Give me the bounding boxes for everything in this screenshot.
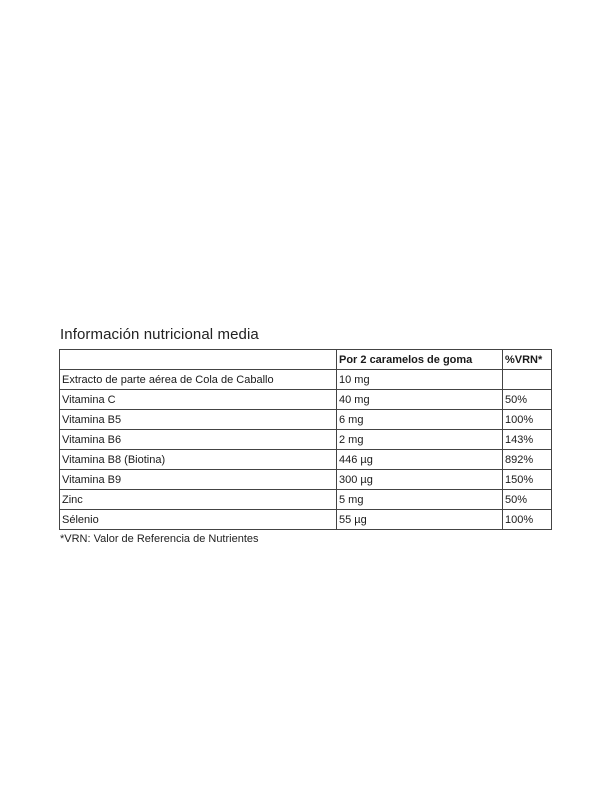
nutrition-title: Información nutricional media (60, 326, 259, 343)
nutrient-vrn (503, 370, 552, 390)
nutrient-name: Vitamina B8 (Biotina) (60, 450, 337, 470)
header-per-serving: Por 2 caramelos de goma (337, 350, 503, 370)
nutrient-amount: 6 mg (337, 410, 503, 430)
nutrient-name: Zinc (60, 490, 337, 510)
nutrition-panel (59, 326, 551, 545)
nutrient-vrn: 50% (503, 390, 552, 410)
table-row (60, 510, 552, 530)
table-row (60, 490, 552, 510)
nutrient-amount: 5 mg (337, 490, 503, 510)
nutrient-amount: 55 µg (337, 510, 503, 530)
table-row (60, 470, 552, 490)
table-row (60, 410, 552, 430)
header-nutrient (60, 350, 337, 370)
table-row (60, 370, 552, 390)
table-row (60, 450, 552, 470)
nutrition-table (59, 349, 552, 530)
table-header-row (60, 350, 552, 370)
nutrient-name: Vitamina B5 (60, 410, 337, 430)
nutrient-amount: 446 µg (337, 450, 503, 470)
vrn-footnote: *VRN: Valor de Referencia de Nutrientes (60, 533, 259, 545)
table-row (60, 390, 552, 410)
table-row (60, 430, 552, 450)
nutrient-vrn: 100% (503, 410, 552, 430)
nutrient-amount: 40 mg (337, 390, 503, 410)
nutrient-vrn: 50% (503, 490, 552, 510)
header-vrn: %VRN* (503, 350, 552, 370)
nutrient-name: Sélenio (60, 510, 337, 530)
nutrient-amount: 2 mg (337, 430, 503, 450)
nutrient-vrn: 892% (503, 450, 552, 470)
nutrient-vrn: 100% (503, 510, 552, 530)
nutrient-name: Vitamina C (60, 390, 337, 410)
nutrient-vrn: 150% (503, 470, 552, 490)
nutrient-amount: 300 µg (337, 470, 503, 490)
nutrient-name: Vitamina B6 (60, 430, 337, 450)
nutrient-name: Vitamina B9 (60, 470, 337, 490)
nutrient-vrn: 143% (503, 430, 552, 450)
nutrient-amount: 10 mg (337, 370, 503, 390)
nutrient-name: Extracto de parte aérea de Cola de Caballo (60, 370, 337, 390)
